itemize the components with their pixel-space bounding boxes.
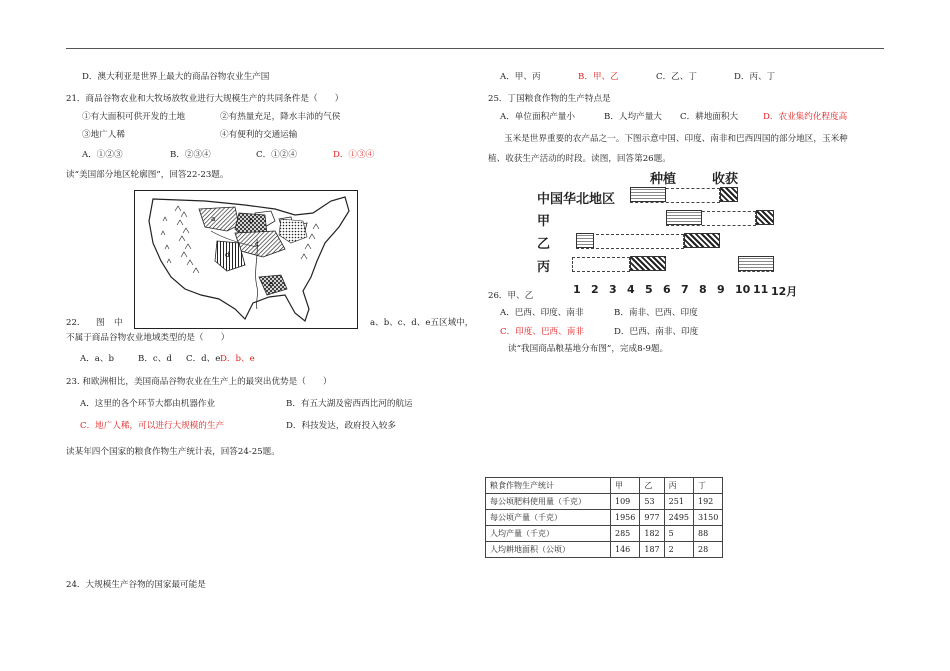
q24-stem: 24．大规模生产谷物的国家最可能是 <box>66 580 206 590</box>
q25-option-c: C．耕地面积大 <box>680 112 739 122</box>
q21-option-a: A．①②③ <box>82 150 123 160</box>
table-header-cell: 丁 <box>694 478 723 494</box>
q23-option-c-answer: C．地广人稀，可以进行大规模的生产 <box>80 421 225 431</box>
table-cell: 192 <box>694 494 723 510</box>
harvest-period-bar <box>720 187 738 202</box>
q26-option-b: B．南非、巴西、印度 <box>614 308 698 318</box>
month-tick-label: 9 <box>717 283 725 296</box>
month-tick-label: 2 <box>591 283 599 296</box>
q25-option-a: A．单位面积产量小 <box>500 112 575 122</box>
month-tick-label: 10 <box>735 283 751 296</box>
q23-option-a: A．这里的各个环节大都由机器作业 <box>80 399 216 409</box>
table-cell: 2 <box>664 542 693 558</box>
q26-stem: 26．甲、乙 <box>488 291 534 301</box>
header-rule <box>66 48 884 49</box>
month-tick-label: 5 <box>645 283 653 296</box>
row-label-bing: 丙 <box>537 260 551 275</box>
corn-intro-line1: 玉米是世界重要的农产品之一。下图示意中国、印度、南非和巴西四国的部分地区，玉米种 <box>504 134 848 144</box>
month-tick-label: 7 <box>681 283 689 296</box>
table-row <box>486 494 723 510</box>
q20-option-d: D．澳大利亚是世界上最大的商品谷物农业生产国 <box>82 72 270 82</box>
table-cell: 每公顷产量（千克） <box>486 510 611 526</box>
q25-stem: 25．丁国粮食作物的生产特点是 <box>488 94 611 104</box>
q23-stem: 23. 和欧洲相比，美国商品谷物农业在生产上的最突出优势是（ ） <box>66 377 332 387</box>
table-cell: 187 <box>640 542 664 558</box>
q22-option-c: C．d、e <box>186 354 221 364</box>
q26-option-c-answer: C．印度、巴西、南非 <box>500 327 584 337</box>
map-label-e: e <box>269 280 274 288</box>
q21-condition-3: ③地广人稀 <box>82 130 125 140</box>
row-label-jia: 甲 <box>537 214 551 229</box>
harvest-period-bar <box>630 256 666 271</box>
q22-option-d-answer: D．b、e <box>220 354 255 364</box>
planting-period-bar <box>666 210 702 225</box>
month-tick-label: 1 <box>573 283 581 296</box>
q22-word-tu: 图 <box>96 318 105 328</box>
month-tick-label: 8 <box>699 283 707 296</box>
harvest-period-bar <box>756 210 774 225</box>
region-a <box>199 207 239 231</box>
map-label-b: b <box>249 217 254 225</box>
row-label-yi: 乙 <box>537 237 551 252</box>
q21-option-c: C．①②④ <box>256 150 297 160</box>
table-cell: 109 <box>611 494 640 510</box>
month-tick-label: 11 <box>753 283 769 296</box>
planting-period-bar <box>630 187 666 202</box>
q25-option-d-answer: D．农业集约化程度高 <box>763 112 848 122</box>
table-header-row <box>486 478 723 494</box>
grain-production-table <box>485 477 723 558</box>
q21-stem: 21．商品谷物农业和大牧场放牧业进行大规模生产的共同条件是（ ） <box>66 94 344 104</box>
q22-number: 22. <box>66 318 80 328</box>
table-cell: 53 <box>640 494 664 510</box>
q22-stem-tail: a、b、c、d、e五区域中， <box>370 318 474 328</box>
q21-condition-2: ②有热量充足，降水丰沛的气侯 <box>220 112 341 122</box>
q22-option-a: A．a、b <box>80 354 115 364</box>
q21-option-b: B．②③④ <box>170 150 211 160</box>
table-cell: 3150 <box>694 510 723 526</box>
planting-period-bar <box>576 233 594 248</box>
q21-condition-4: ④有便利的交通运输 <box>220 130 298 140</box>
legend-harvest-label: 收获 <box>712 172 739 187</box>
q26-option-d: D．巴西、南非、印度 <box>614 327 699 337</box>
read-grain-base-instruction: 读“我国商品粮基地分布图”，完成8-9题。 <box>508 344 669 354</box>
q22-stem-line2: 不属于商品谷物农业地域类型的是（ ） <box>66 333 230 343</box>
q22-word-zhong: 中 <box>114 318 123 328</box>
q24-option-d: D．丙、丁 <box>734 72 776 82</box>
table-cell: 977 <box>640 510 664 526</box>
month-tick-label: 4 <box>627 283 635 296</box>
table-header-cell: 甲 <box>611 478 640 494</box>
month-tick-label: 12月 <box>771 285 798 298</box>
table-header-cell: 乙 <box>640 478 664 494</box>
corn-intro-line2: 植、收获生产活动的时段。读图，回答第26题。 <box>488 154 671 164</box>
map-label-c: c <box>255 240 259 248</box>
table-cell: 146 <box>611 542 640 558</box>
table-header-cell: 粮食作物生产统计 <box>486 478 611 494</box>
q21-option-d-answer: D．①③④ <box>333 150 375 160</box>
q21-condition-1: ①有大面积可供开发的土地 <box>82 112 186 122</box>
table-row <box>486 542 723 558</box>
month-tick-label: 6 <box>663 283 671 296</box>
table-row <box>486 510 723 526</box>
table-header-cell: 丙 <box>664 478 693 494</box>
table-cell: 88 <box>694 526 723 542</box>
planting-period-bar <box>738 256 774 271</box>
q22-option-b: B．c、d <box>138 354 172 364</box>
table-cell: 2495 <box>664 510 693 526</box>
table-cell: 1956 <box>611 510 640 526</box>
month-tick-label: 3 <box>609 283 617 296</box>
table-cell: 285 <box>611 526 640 542</box>
harvest-period-bar <box>684 233 720 248</box>
q26-option-a: A．巴西、印度、南非 <box>500 308 584 318</box>
q23-option-b: B．有五大湖及密西西比河的航运 <box>286 399 413 409</box>
q24-option-b-answer: B．甲、乙 <box>578 72 619 82</box>
us-map-drawing <box>135 191 357 328</box>
q25-option-b: B．人均产量大 <box>604 112 662 122</box>
growth-period-bar <box>572 257 630 272</box>
legend-plant-label: 种植 <box>650 172 677 187</box>
table-cell: 28 <box>694 542 723 558</box>
table-row <box>486 526 723 542</box>
read-us-map-instruction: 读“美国部分地区轮廓图”，回答22-23题。 <box>66 170 229 180</box>
table-cell: 5 <box>664 526 693 542</box>
table-cell: 每公顷肥料使用量（千克） <box>486 494 611 510</box>
table-cell: 人均耕地面积（公顷） <box>486 542 611 558</box>
table-cell: 182 <box>640 526 664 542</box>
table-cell: 人均产量（千克） <box>486 526 611 542</box>
q23-option-d: D．科技发达，政府投入较多 <box>286 421 397 431</box>
us-partial-outline-map <box>134 190 358 329</box>
q24-option-a: A．甲、丙 <box>500 72 541 82</box>
table-cell: 251 <box>664 494 693 510</box>
row-label-north-china: 中国华北地区 <box>537 192 616 207</box>
map-label-a: a <box>211 215 216 223</box>
map-label-d: d <box>225 251 230 259</box>
read-stats-instruction: 读某年四个国家的粮食作物生产统计表，回答24-25题。 <box>66 447 280 457</box>
q24-option-c: C．乙、丁 <box>656 72 697 82</box>
